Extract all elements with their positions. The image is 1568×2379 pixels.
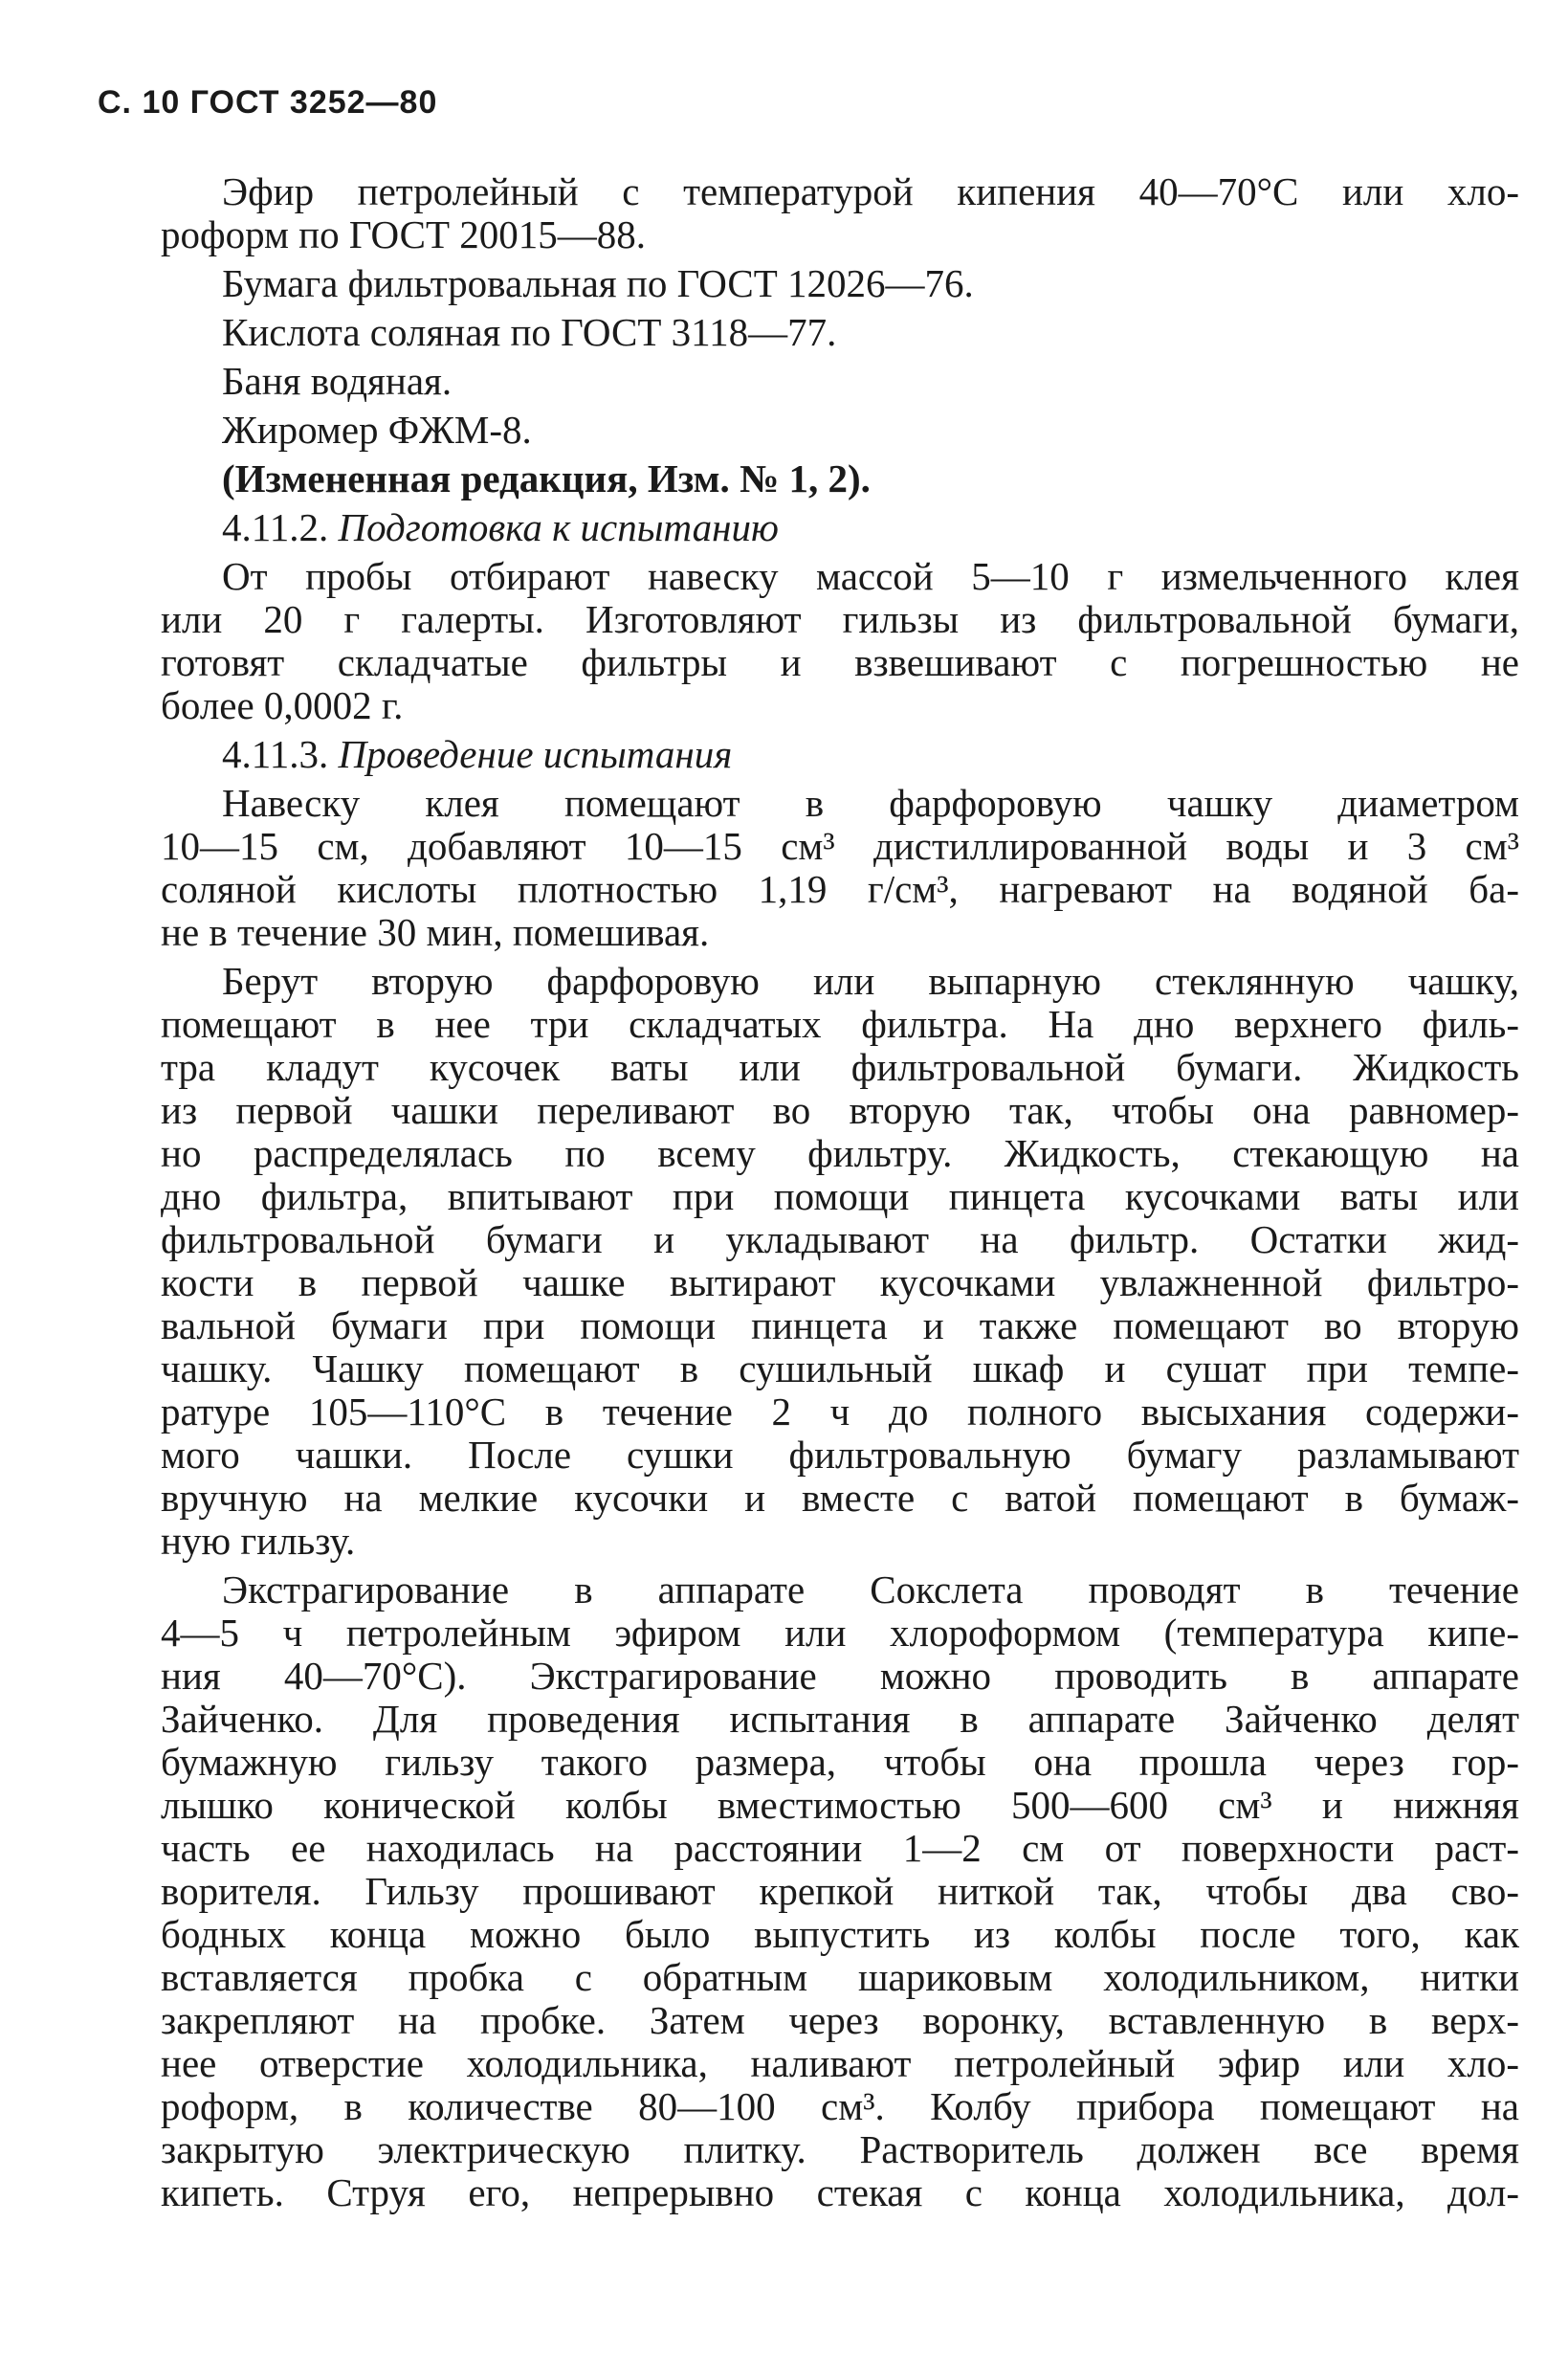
- document-body: [161, 170, 1519, 2214]
- text-line: не в течение 30 мин, помешивая.: [161, 910, 710, 954]
- section-number: 4.11.2.: [222, 505, 339, 549]
- text-line: более 0,0002 г.: [161, 683, 404, 727]
- section-heading: [161, 733, 1519, 776]
- text-line: закрепляют на пробке. Затем через воронку, вставленную в верх-: [161, 1998, 1519, 2042]
- text-line: мого чашки. После сушки фильтровальную бумагу разламывают: [161, 1433, 1519, 1477]
- text-line: готовят складчатые фильтры и взвешивают с погрешностью не: [161, 640, 1519, 684]
- text-line: фильтровальной бумаги и укладывают на фильтр. Остатки жид-: [161, 1217, 1519, 1261]
- text-line: ратуре 105—110°С в течение 2 ч до полного высыхания содержи-: [161, 1390, 1519, 1434]
- text-line: чашку. Чашку помещают в сушильный шкаф и сушат при темпе-: [161, 1346, 1519, 1390]
- text-line: но распределялась по всему фильтру. Жидкость, стекающую на: [161, 1131, 1519, 1175]
- text-line: Эфир петролейный с температурой кипения 40—70°С или хло-: [222, 169, 1519, 213]
- text-line: тра кладут кусочек ваты или фильтровальной бумаги. Жидкость: [161, 1045, 1519, 1089]
- text-line: закрытую электрическую плитку. Растворитель должен все время: [161, 2127, 1519, 2171]
- text-line: лышко конической колбы вместимостью 500—600 см³ и нижняя: [161, 1783, 1519, 1827]
- text-line: помещают в нее три складчатых фильтра. На дно верхнего филь-: [161, 1002, 1519, 1046]
- text-line: Берут вторую фарфоровую или выпарную стеклянную чашку,: [222, 959, 1519, 1003]
- text-line: нее отверстие холодильника, наливают петролейный эфир или хло-: [161, 2041, 1519, 2085]
- text-line: бумажную гильзу такого размера, чтобы она прошла через гор-: [161, 1740, 1519, 1784]
- text-line: дно фильтра, впитывают при помощи пинцета кусочками ваты или: [161, 1174, 1519, 1218]
- section-number: 4.11.3.: [222, 732, 339, 776]
- text-line: Зайченко. Для проведения испытания в аппарате Зайченко делят: [161, 1697, 1519, 1741]
- text-line: кости в первой чашке вытирают кусочками увлажненной фильтро-: [161, 1260, 1519, 1304]
- text-line: ния 40—70°С). Экстрагирование можно проводить в аппарате: [161, 1654, 1519, 1698]
- text-line: 4—5 ч петролейным эфиром или хлороформом (температура кипе-: [161, 1611, 1519, 1655]
- text-line: Баня водяная.: [222, 359, 453, 403]
- text-line: из первой чашки переливают во вторую так, чтобы она равномер-: [161, 1088, 1519, 1132]
- text-line: кипеть. Струя его, непрерывно стекая с конца холодильника, дол-: [161, 2170, 1519, 2214]
- section-title: Подготовка к испытанию: [338, 505, 779, 549]
- page-header: С. 10 ГОСТ 3252—80: [98, 84, 438, 121]
- text-line: бодных конца можно было выпустить из колбы после того, как: [161, 1912, 1519, 1956]
- text-line: вальной бумаги при помощи пинцета и также помещают во вторую: [161, 1303, 1519, 1347]
- section-heading: [161, 506, 1519, 549]
- text-line: часть ее находилась на расстоянии 1—2 см от поверхности раст-: [161, 1826, 1519, 1870]
- text-line: вручную на мелкие кусочки и вместе с ватой помещают в бумаж-: [161, 1476, 1519, 1520]
- text-line: роформ, в количестве 80—100 см³. Колбу прибора помещают на: [161, 2084, 1519, 2128]
- text-line: (Измененная редакция, Изм. № 1, 2).: [222, 456, 871, 500]
- text-line: вставляется пробка с обратным шариковым холодильником, нитки: [161, 1955, 1519, 1999]
- text-line: Навеску клея помещают в фарфоровую чашку диаметром: [222, 781, 1519, 825]
- text-line: роформ по ГОСТ 20015—88.: [161, 212, 647, 256]
- text-line: ную гильзу.: [161, 1519, 356, 1563]
- text-line: ворителя. Гильзу прошивают крепкой ниткой так, чтобы два сво-: [161, 1869, 1519, 1913]
- section-title: Проведение испытания: [338, 732, 733, 776]
- text-line: Кислота соляная по ГОСТ 3118—77.: [222, 310, 837, 354]
- text-line: Экстрагирование в аппарате Сокслета проводят в течение: [222, 1567, 1519, 1612]
- text-line: или 20 г галерты. Изготовляют гильзы из фильтровальной бумаги,: [161, 597, 1519, 641]
- text-line: соляной кислоты плотностью 1,19 г/см³, нагревают на водяной ба-: [161, 867, 1519, 911]
- text-line: Бумага фильтровальная по ГОСТ 12026—76.: [222, 261, 974, 305]
- text-line: От пробы отбирают навеску массой 5—10 г измельченного клея: [222, 554, 1519, 598]
- text-line: Жиромер ФЖМ-8.: [222, 408, 532, 452]
- text-line: 10—15 см, добавляют 10—15 см³ дистиллированной воды и 3 см³: [161, 824, 1519, 868]
